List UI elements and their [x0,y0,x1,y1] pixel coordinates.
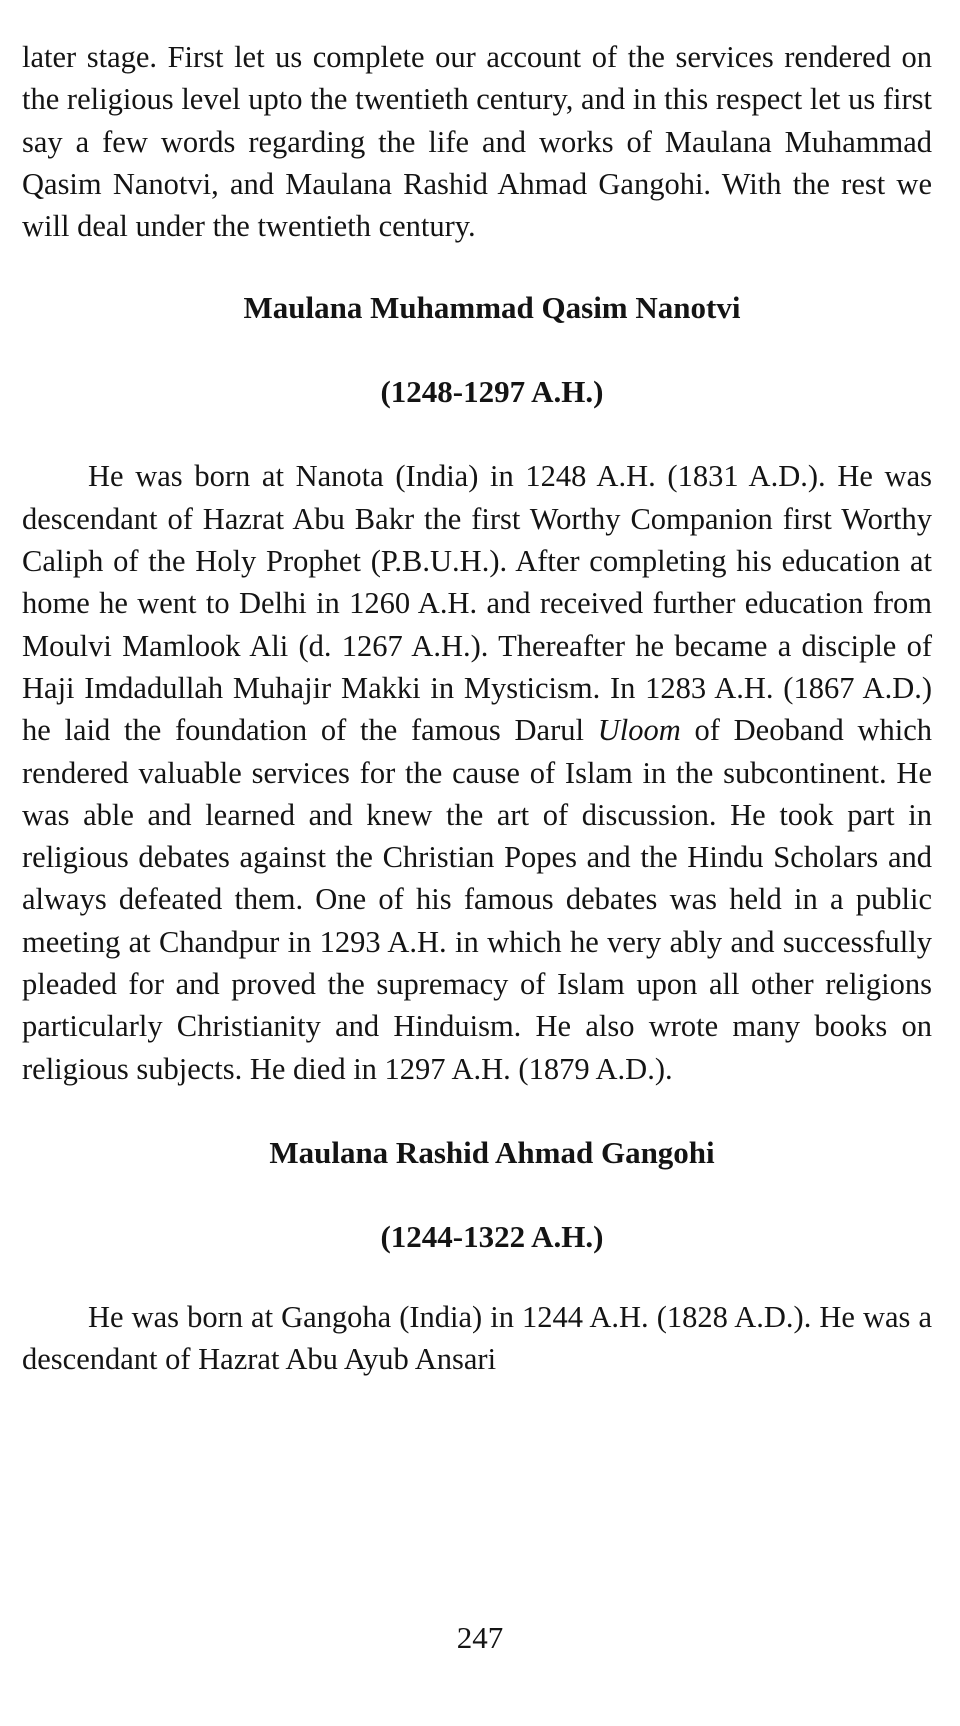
section-dates-gangohi: (1244-1322 A.H.) [380,1218,604,1254]
intro-paragraph: later stage. First let us complete our account of the services rendered on the religious level upto the twentieth century, and in this respect let us first say a few words regarding the life and works of Maulana Muhammad Qasim Nanotvi, and Maulana Rashid Ahmad Gangohi. With the rest we will deal under the twentieth century. [22,40,932,244]
nanotvi-text-part-1: He was born at Nanota (India) in 1248 A.H. (1831 A.D.). He was descendant of Hazrat Abu Bakr the first Worthy Companion first Worthy Caliph of the Holy Prophet (P.B.U.H.). After completing his education at home he went to Delhi in 1260 A.H. and received further education from Moulvi Mamlook Ali (d. 1267 A.H.). Thereafter he became a disciple of Haji Imdadullah Muhajir Makki in Mysticism. In 1283 A.H. (1867 A.D.) he laid the foundation of the famous Darul [22,459,932,748]
section-heading-gangohi: Maulana Rashid Ahmad Gangohi [269,1134,715,1170]
nanotvi-paragraph [22,455,932,1089]
gangohi-paragraph: He was born at Gangoha (India) in 1244 A.H. (1828 A.D.). He was a descendant of Hazrat Abu Ayub Ansari [22,1299,932,1377]
page-content [22,36,932,1381]
page-number: 247 [456,1620,504,1655]
section-heading-nanotvi: Maulana Muhammad Qasim Nanotvi [243,290,741,326]
nanotvi-italic-term: Uloom [597,713,681,748]
section-dates-nanotvi: (1248-1297 A.H.) [380,374,604,410]
nanotvi-text-part-2: of Deoband which rendered valuable services for the cause of Islam in the subcontinent. He was able and learned and knew the art of discussion. He took part in religious debates against the Christian Popes and the Hindu Scholars and always defeated them. One of his famous debates was held in a public meeting at Chandpur in 1293 A.H. in which he very ably and successfully pleaded for and proved the supremacy of Islam upon all other religions particularly Christianity and Hinduism. He also wrote many books on religious subjects. He died in 1297 A.H. (1879 A.D.). [22,713,933,1086]
